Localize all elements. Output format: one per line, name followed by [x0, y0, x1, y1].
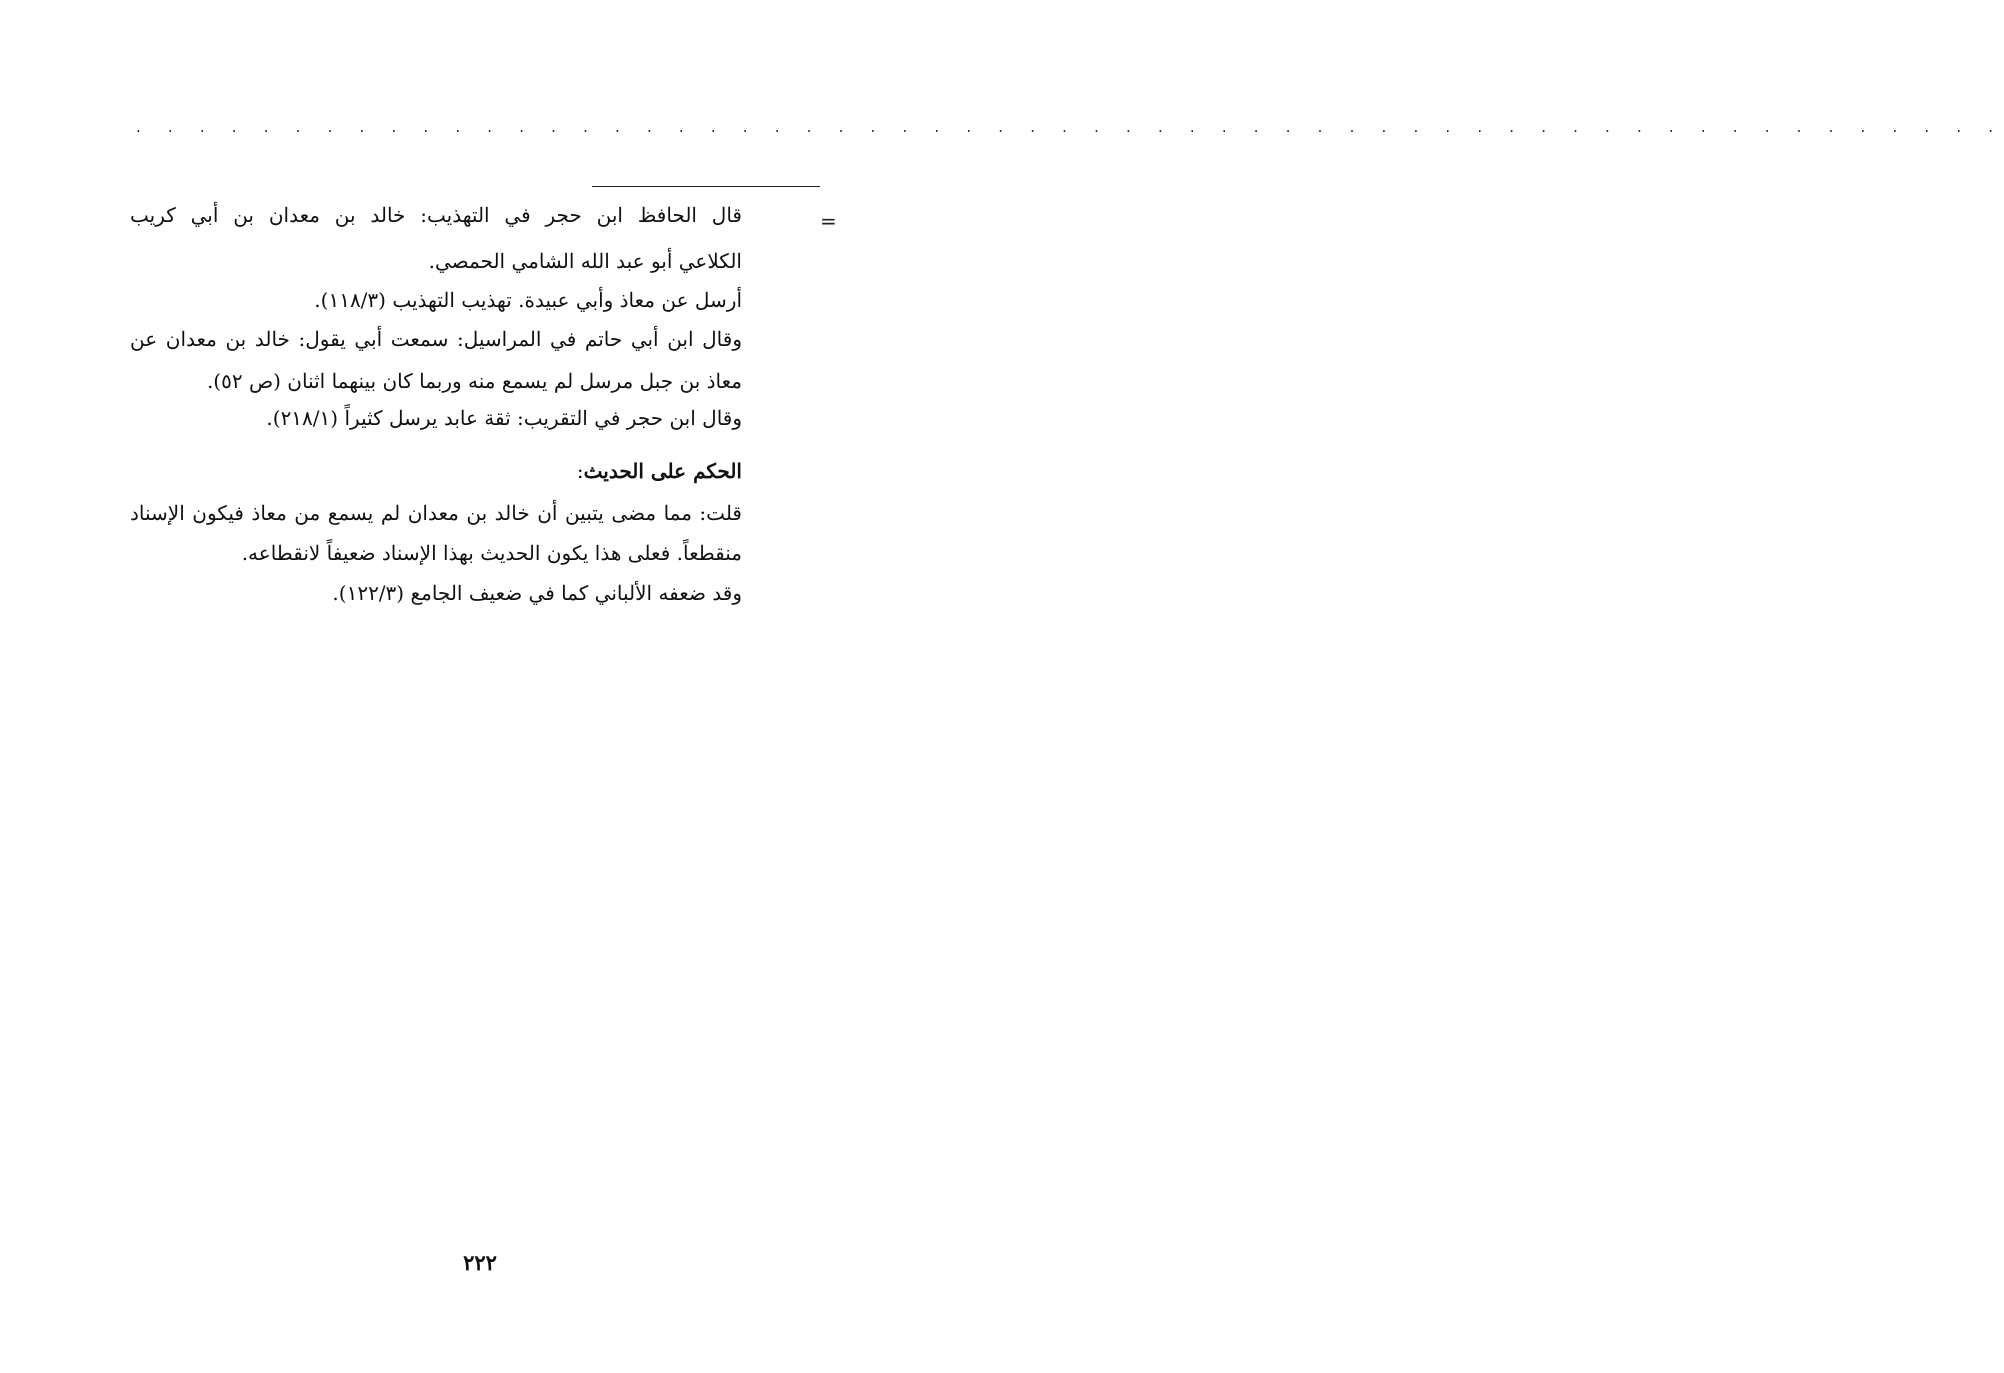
footnote-separator-line: [592, 186, 820, 187]
footnote-line-1: قال الحافظ ابن حجر في التهذيب: خالد بن معدان بن أبي كريب: [130, 203, 742, 227]
page-number: ٢٢٢: [463, 1250, 497, 1275]
verdict-heading: الحكم على الحديث: [583, 459, 742, 483]
verdict-heading-colon: :: [576, 459, 584, 483]
footnote-line-6: وقال ابن حجر في التقريب: ثقة عابد يرسل كثيراً (٢١٨/١).: [266, 406, 742, 430]
footnote-line-3: أرسل عن معاذ وأبي عبيدة. تهذيب التهذيب (١١٨/٣).: [314, 288, 742, 312]
footnote-line-5: معاذ بن جبل مرسل لم يسمع منه وربما كان بينهما اثنان (ص ٥٢).: [206, 369, 742, 393]
verdict-line-3: وقد ضعفه الألباني كما في ضعيف الجامع (١٢٢/٣).: [332, 581, 742, 605]
footnote-line-2: الكلاعي أبو عبد الله الشامي الحمصي.: [428, 249, 742, 273]
dotted-separator: . . . . . . . . . . . . . . . . . . . . . . . . . . . . . . . . . . . . . . . . . . . . . . . . . . . . . . . . . . .: [136, 118, 2004, 136]
continuation-mark: =: [820, 209, 837, 233]
verdict-line-2: منقطعاً. فعلى هذا يكون الحديث بهذا الإسناد ضعيفاً لانقطاعه.: [241, 541, 742, 565]
footnote-line-4: وقال ابن أبي حاتم في المراسيل: سمعت أبي يقول: خالد بن معدان عن: [130, 327, 742, 351]
verdict-heading-row: [577, 454, 742, 488]
verdict-line-1: قلت: مما مضى يتبين أن خالد بن معدان لم يسمع من معاذ فيكون الإسناد: [130, 501, 742, 525]
